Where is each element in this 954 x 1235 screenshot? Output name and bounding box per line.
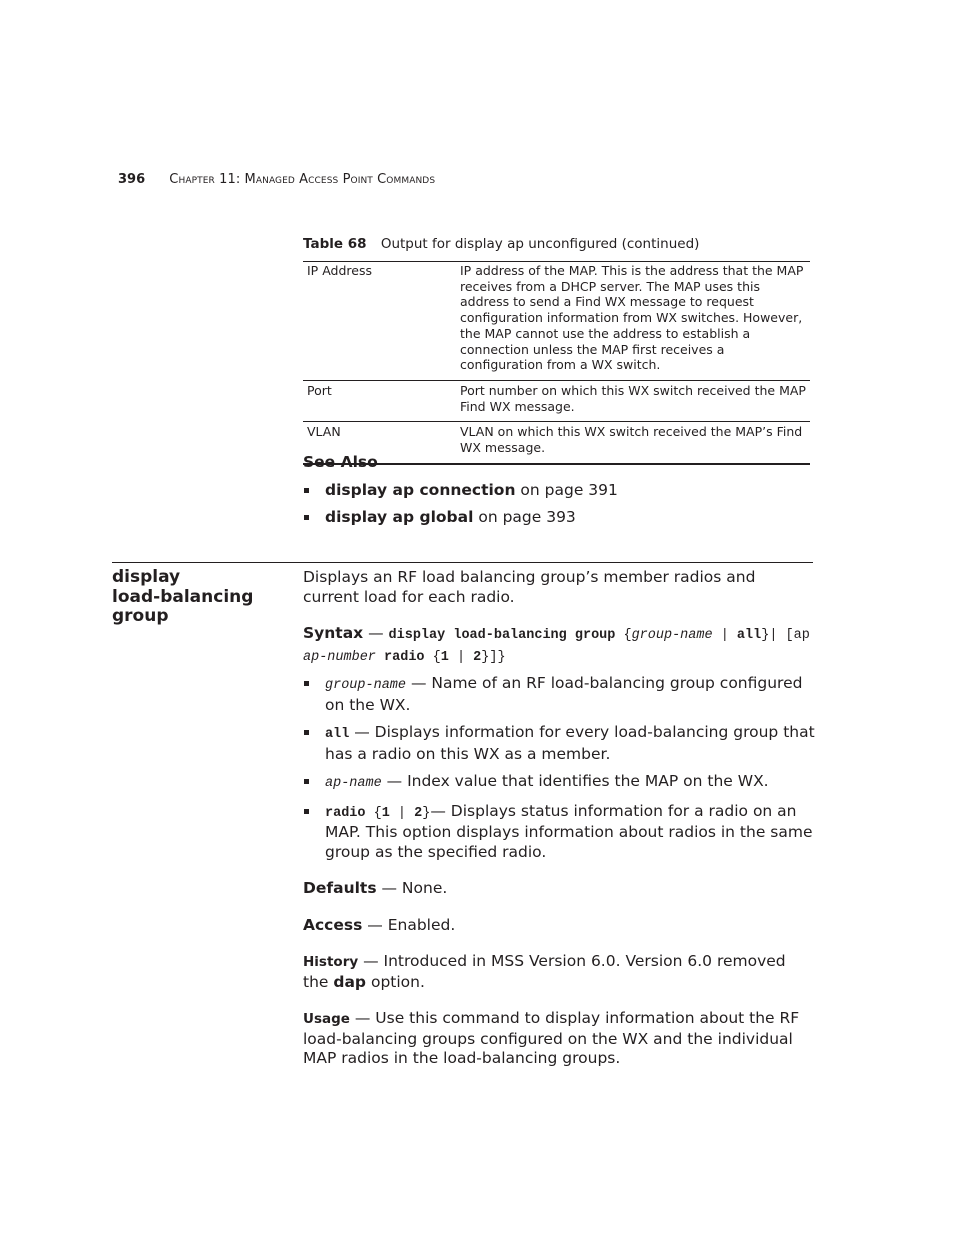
history-keyword: dap [333,972,367,991]
syntax-token: | [389,805,415,821]
syntax-kw: 2 [414,805,423,821]
field-cell: VLAN [303,422,456,464]
syntax-token: } [422,805,431,821]
param-term: radio [325,805,366,821]
syntax-kw: 2 [473,649,482,665]
list-item [303,802,815,863]
param-text: — Displays information for every load-balancing group that has a radio on this WX as a member. [325,723,815,763]
table-row [303,380,810,421]
syntax-token: { [365,805,382,821]
param-term: group-name [325,678,407,693]
dash: — [363,624,389,642]
list-item [303,772,815,794]
history-label: History [303,954,359,970]
access-line [303,916,815,936]
syntax-arg: ap-number [303,649,376,665]
syntax-token: }| [761,628,786,643]
section-title-line: group [112,606,169,626]
table-caption-text: Output for display ap unconfigured (continued) [380,236,700,252]
syntax-token: | [448,649,474,665]
page-ref: on page 391 [515,481,618,499]
description-cell: Port number on which this WX switch received the MAP Find WX message. [456,380,810,421]
syntax-cmd: display load-balancing group [388,628,616,643]
syntax-token: { [615,628,632,643]
usage-line [303,1009,815,1069]
syntax-kw: 1 [381,805,390,821]
page-number: 396 [118,172,146,187]
param-term: all [325,727,350,742]
see-also-link[interactable]: display ap connection [325,481,516,499]
syntax-arg: group-name [631,628,713,643]
list-item [303,674,815,715]
syntax-kw: radio [384,649,425,665]
description-cell: VLAN on which this WX switch received the MAP’s Find WX message. [456,422,810,464]
table-row [303,262,810,381]
section-title [112,568,282,627]
access-label: Access [303,915,363,934]
see-also-link[interactable]: display ap global [325,508,474,526]
list-item [303,507,803,527]
param-text: — Name of an RF load-balancing group configured on the WX. [325,674,803,714]
table-label: Table 68 [303,236,367,252]
syntax-token: | [712,628,737,643]
syntax-token: [ap [785,628,810,643]
usage-text: — Use this command to display information about the RF load-balancing groups configured on the WX and the individual MAP radios in the load-balancing groups. [303,1009,800,1067]
section-body [303,568,815,1069]
see-also-list [303,480,803,534]
section-title-line: load-balancing [112,586,254,607]
history-line [303,952,815,992]
syntax-label: Syntax [303,624,364,642]
defaults-text: — None. [376,879,448,897]
syntax-token [376,650,384,665]
param-text: — Displays status information for a radio on an MAP. This option displays information about radios in the same group as the specified radio. [325,801,813,861]
syntax-line [303,624,815,667]
syntax-token: { [424,649,441,665]
chapter-title: Chapter 11: Managed Access Point Commands [169,172,436,187]
output-table [303,261,810,465]
syntax-token: }]} [481,649,506,665]
usage-label: Usage [303,1011,350,1027]
page-ref: on page 393 [473,508,576,526]
section-title-line: display [112,567,181,587]
list-item [303,723,815,764]
field-cell: IP Address [307,263,372,278]
table-row [303,422,810,464]
section-divider [112,562,813,563]
table-caption [303,236,699,252]
history-text: option. [366,972,425,991]
history-text: — Introduced in MSS Version 6.0. Version 6.0 removed the [303,952,786,991]
description-cell: IP address of the MAP. This is the address that the MAP receives from a DHCP server. The MAP uses this address to send a Find WX message to request configuration information from WX switches. However, the MAP cannot use the address to establish a connection unless the MAP first receives a configuration from a WX switch. [460,263,804,373]
access-text: — Enabled. [362,915,456,934]
section-description: Displays an RF load balancing group’s member radios and current load for each radio. [303,568,756,606]
field-cell: Port [303,380,456,421]
syntax-kw: 1 [440,649,449,665]
parameter-list [303,674,815,862]
syntax-kw: all [736,628,762,643]
param-term: ap-name [325,776,382,791]
list-item [303,480,803,500]
see-also-heading: See Also [303,453,378,471]
running-header [118,172,435,187]
defaults-line [303,879,815,899]
defaults-label: Defaults [303,879,377,897]
param-text: — Index value that identifies the MAP on the WX. [381,772,769,790]
